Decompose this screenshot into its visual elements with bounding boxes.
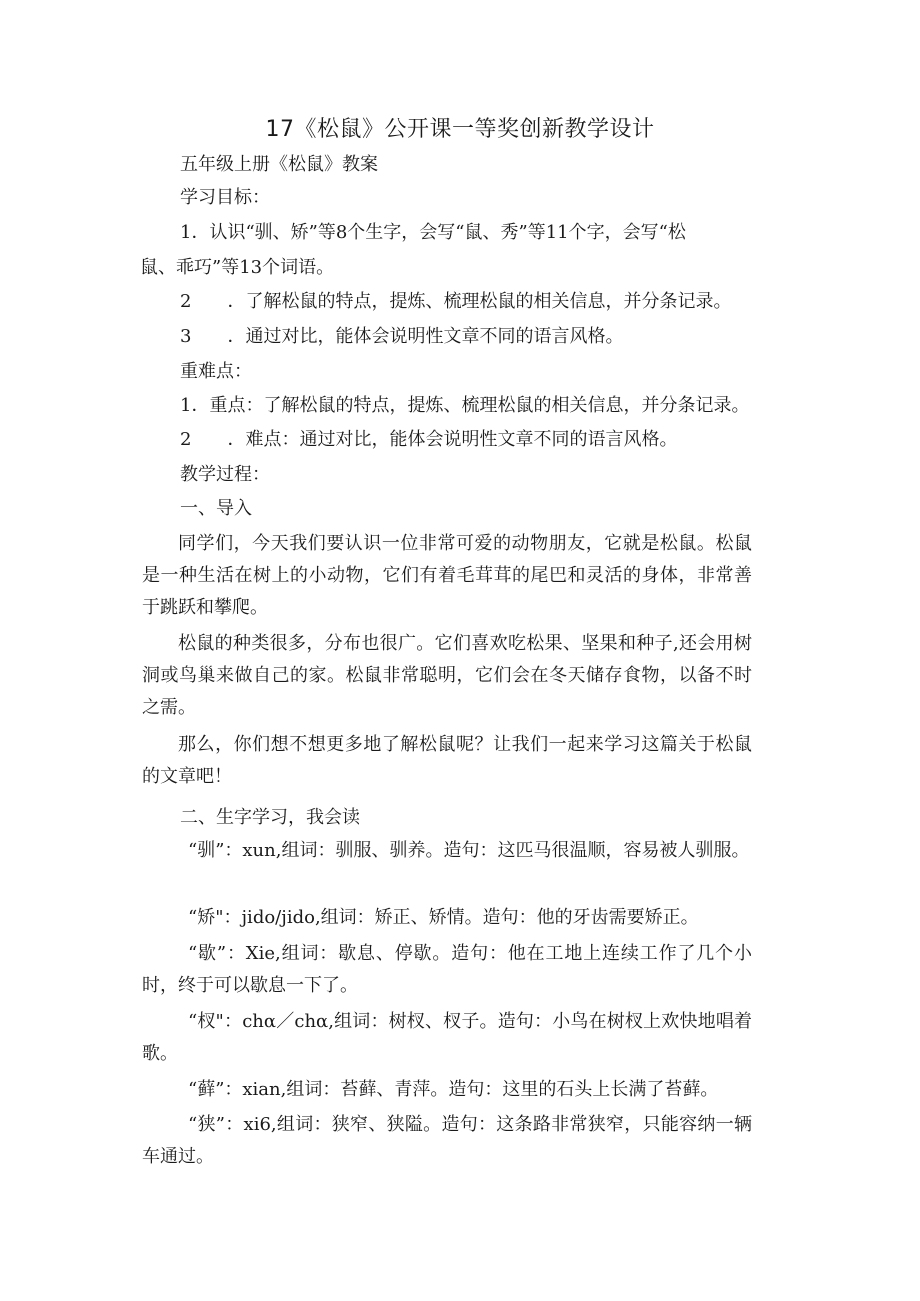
- subtitle: 五年级上册《松鼠》教案: [180, 154, 378, 175]
- goal-3: 3 ．通过对比，能体会说明性文章不同的语言风格。: [180, 326, 624, 347]
- process-heading: 教学过程：: [180, 464, 270, 485]
- goals-heading: 学习目标：: [180, 187, 270, 208]
- vocab-item-5: “藓”：xian,组词：苔藓、青萍。造句：这里的石头上长满了苔藓。: [188, 1079, 719, 1100]
- keypoints-heading: 重难点：: [180, 361, 252, 382]
- page-title: 17《松鼠》公开课一等奖创新教学设计: [265, 117, 655, 142]
- intro-paragraph-3: 那么，你们想不想更多地了解松鼠呢？让我们一起来学习这篇关于松鼠的文章吧！: [142, 734, 752, 787]
- key-point-2: 2 ．难点：通过对比，能体会说明性文章不同的语言风格。: [180, 429, 678, 450]
- intro-paragraph-2: 松鼠的种类很多，分布也很广。它们喜欢吃松果、坚果和种子,还会用树洞或鸟巢来做自己的家。松鼠非常聪明，它们会在冬天储存食物，以备不时之需。: [142, 633, 752, 718]
- section-1-heading: 一、导入: [180, 498, 252, 519]
- intro-paragraph-1: 同学们，今天我们要认识一位非常可爱的动物朋友，它就是松鼠。松鼠是一种生活在树上的小动物，它们有着毛茸茸的尾巴和灵活的身体，非常善于跳跃和攀爬。: [142, 533, 752, 618]
- vocab-item-6: “狭”：xi6,组词：狭窄、狭隘。造句：这条路非常狭窄，只能容纳一辆车通过。: [142, 1114, 752, 1167]
- key-point-1: 1．重点：了解松鼠的特点，提炼、梳理松鼠的相关信息，并分条记录。: [180, 395, 750, 416]
- vocab-item-2: “矫"：jido/jido,组词：矫正、矫情。造句：他的牙齿需要矫正。: [188, 907, 699, 928]
- goal-2: 2 ．了解松鼠的特点，提炼、梳理松鼠的相关信息，并分条记录。: [180, 291, 732, 312]
- goal-1-line-2: 鼠、乖巧”等13个词语。: [140, 257, 335, 278]
- vocab-item-1: “驯”：xun,组词：驯服、驯养。造句：这匹马很温顺，容易被人驯服。: [188, 840, 750, 861]
- section-2-heading: 二、生字学习，我会读: [180, 807, 360, 828]
- vocab-item-4: “杈"：chα／chα,组词：树杈、杈子。造句：小鸟在树杈上欢快地唱着歌。: [142, 1011, 752, 1064]
- goal-1-line-1: 1．认识“驯、矫”等8个生字，会写“鼠、秀”等11个字，会写“松: [180, 222, 686, 243]
- vocab-item-3: “歇”：Xie,组词：歇息、停歇。造句：他在工地上连续工作了几个小时，终于可以歇息一下了。: [142, 943, 752, 996]
